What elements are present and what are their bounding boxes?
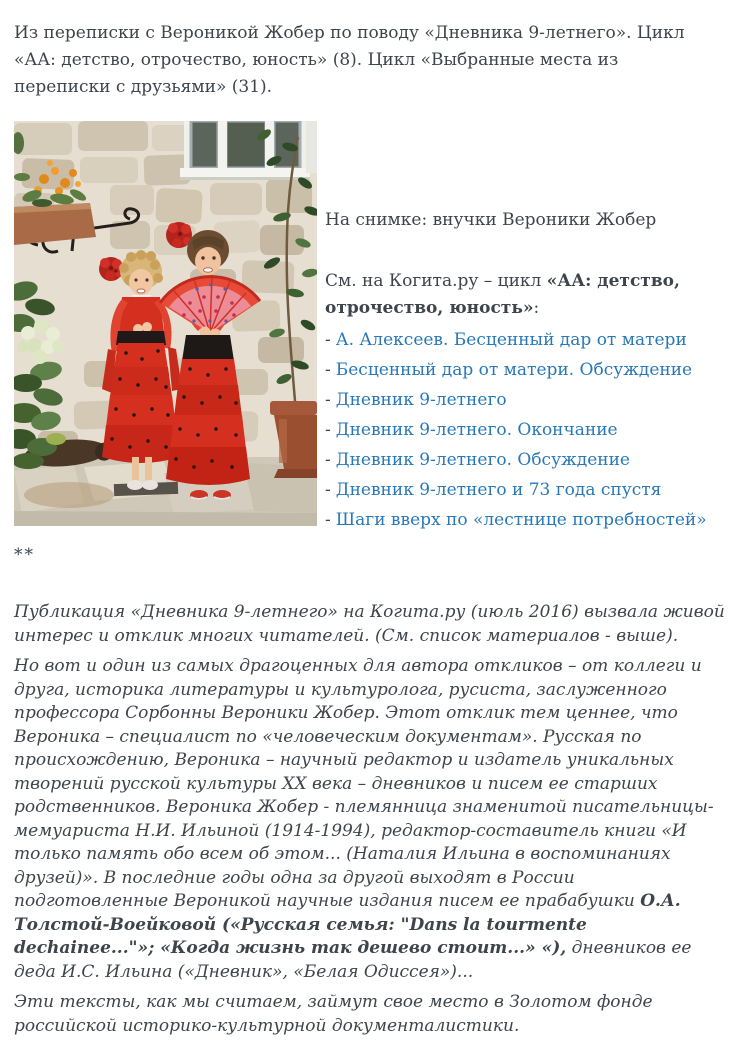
separator-stars: ** bbox=[14, 545, 35, 565]
photo-grandchildren bbox=[14, 121, 317, 526]
link-item bbox=[325, 385, 727, 415]
list-dash: - bbox=[325, 450, 331, 470]
see-also-cycle-title: «АА: детство, отрочество, юность» bbox=[325, 271, 680, 318]
link-item bbox=[325, 505, 727, 535]
white-shoe bbox=[127, 480, 143, 490]
link-dnevnik-obsuzhdenie[interactable]: Дневник 9-летнего. Обсуждение bbox=[335, 450, 630, 470]
list-dash: - bbox=[325, 480, 331, 500]
list-dash: - bbox=[325, 330, 331, 350]
paragraph-2-tail: дневников ее деда И.С. Ильина («Дневник», «Белая Одиссея»)... bbox=[14, 938, 692, 982]
link-item bbox=[325, 445, 727, 475]
see-also-prefix: См. на Когита.ру – цикл bbox=[325, 271, 547, 291]
photo-side-column bbox=[325, 121, 727, 535]
intro-paragraph: Из переписки с Вероникой Жобер по поводу «Дневника 9-летнего». Цикл «АА: детство, отрочество, юность» (8). Цикл «Выбранные места из переписки с друзьями» (31). bbox=[14, 23, 685, 97]
article-body bbox=[14, 601, 728, 1038]
list-dash: - bbox=[325, 420, 331, 440]
black-waistband bbox=[116, 331, 166, 345]
link-dnevnik-9-letnego[interactable]: Дневник 9-летнего bbox=[335, 390, 507, 410]
photo-caption: На снимке: внучки Вероники Жобер bbox=[325, 210, 657, 230]
paragraph-2-text: Но вот и один из самых драгоценных для автора откликов – от коллеги и друга, историка литературы и культуролога, русиста, заслуженного профессора Сорбонны Вероники Жобер. Этот отклик тем ценнее, что Вероника – специалист по «человеческим документам». Русская по происхождению, Вероника – научный редактор и издатель уникальных творений русской культуры XX века – дневников и писем ее старших родственников. Вероника Жобер - племянница знаменитой писательницы-мемуариста Н.И. Ильиной (1914-1994), редактор-составитель книги «И только память обо всем об этом... (Наталия Ильина в воспоминаниях друзей)». В последние годы одна за другой выходят в России подготовленные Вероникой научные издания писем ее прабабушки bbox=[14, 656, 714, 911]
photo-illustration bbox=[14, 121, 317, 526]
paragraph-conclusion: Эти тексты, как мы считаем, займут свое место в Золотом фонде российской историко-культурной документалистики. bbox=[14, 992, 653, 1036]
link-item bbox=[325, 355, 727, 385]
paragraph-2-bold-books: О.А. Толстой-Воейковой («Русская семья: "Dans la tourmente dechainee..."»; «Когда жизнь так дешево стоит...» «), bbox=[14, 891, 681, 958]
link-item bbox=[325, 475, 727, 505]
link-item bbox=[325, 325, 727, 355]
link-bescennyj-dar-obsuzhdenie[interactable]: Бесценный дар от матери. Обсуждение bbox=[335, 360, 693, 380]
link-dnevnik-okonchanie[interactable]: Дневник 9-летнего. Окончание bbox=[335, 420, 618, 440]
link-shagi-vverh[interactable]: Шаги вверх по «лестнице потребностей» bbox=[335, 510, 707, 530]
paragraph-veronique-jobert bbox=[14, 655, 728, 984]
white-shoe bbox=[142, 480, 158, 490]
see-also-text bbox=[325, 268, 727, 322]
link-dnevnik-73-goda-spustya[interactable]: Дневник 9-летнего и 73 года спустя bbox=[335, 480, 662, 500]
black-waistband bbox=[182, 335, 234, 361]
links-list bbox=[325, 325, 727, 535]
link-item bbox=[325, 415, 727, 445]
photo-and-links-row bbox=[14, 121, 730, 535]
list-dash: - bbox=[325, 510, 331, 530]
paragraph-publication: Публикация «Дневника 9-летнего» на Когита.ру (июль 2016) вызвала живой интерес и отклик многих читателей. (См. список материалов - выше). bbox=[14, 602, 725, 646]
link-bescennyj-dar-ot-materi[interactable]: А. Алексеев. Бесценный дар от матери bbox=[335, 330, 687, 350]
list-dash: - bbox=[325, 390, 331, 410]
see-also-suffix: : bbox=[533, 298, 540, 318]
list-dash: - bbox=[325, 360, 331, 380]
